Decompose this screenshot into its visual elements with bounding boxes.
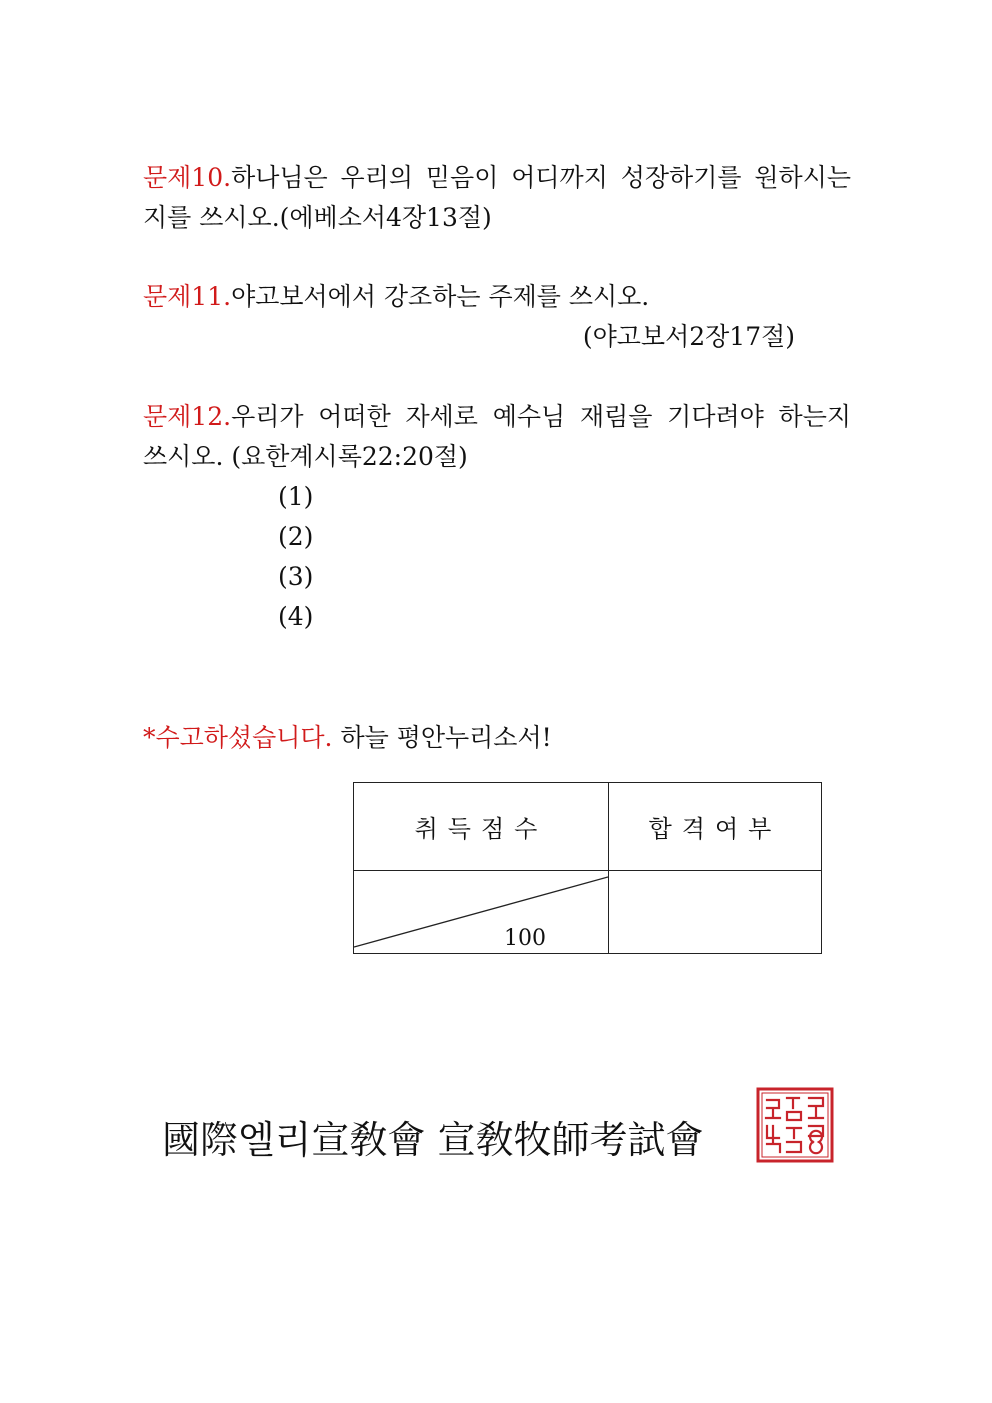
question-11-reference: (야고보서2장17절) <box>582 322 795 351</box>
question-11-line-1 <box>143 277 851 317</box>
pass-cell[interactable] <box>609 871 822 954</box>
question-10-line-1 <box>143 158 851 198</box>
score-diagonal-line <box>354 871 608 953</box>
question-12-line-1 <box>143 397 851 437</box>
score-table <box>353 782 822 954</box>
question-12 <box>143 397 851 477</box>
question-12-text-2: 쓰시오. (요한계시록22:20절) <box>143 442 468 471</box>
question-11 <box>143 277 851 357</box>
score-total: 100 <box>504 926 546 951</box>
question-12-text-1: 우리가 어떠한 자세로 예수님 재림을 기다려야 하는지 <box>231 402 851 431</box>
closing-blessing: 하늘 평안누리소서! <box>340 723 552 752</box>
closing-thanks: *수고하셨습니다. <box>143 723 333 752</box>
answer-option-1: (1) <box>278 482 314 511</box>
score-header: 취득점수 <box>354 783 609 871</box>
pass-header: 합격여부 <box>609 783 822 871</box>
seal-stamp-icon <box>755 1086 835 1164</box>
score-cell[interactable] <box>354 871 609 954</box>
question-11-number: 문제11. <box>143 282 232 311</box>
answer-option-2: (2) <box>278 522 314 551</box>
answer-option-4: (4) <box>278 602 314 631</box>
answer-option-3: (3) <box>278 562 314 591</box>
question-10 <box>143 158 851 238</box>
question-10-text-2: 지를 쓰시오.(에베소서4장13절) <box>143 203 492 232</box>
question-10-text-1: 하나님은 우리의 믿음이 어디까지 성장하기를 원하시는 <box>231 163 851 192</box>
footer-title: 國際엘리宣敎會 宣敎牧師考試會 <box>162 1118 704 1162</box>
question-11-text-1: 야고보서에서 강조하는 주제를 쓰시오. <box>231 282 650 311</box>
question-10-number: 문제10. <box>143 163 232 192</box>
question-12-number: 문제12. <box>143 402 232 431</box>
closing-message <box>143 718 552 758</box>
